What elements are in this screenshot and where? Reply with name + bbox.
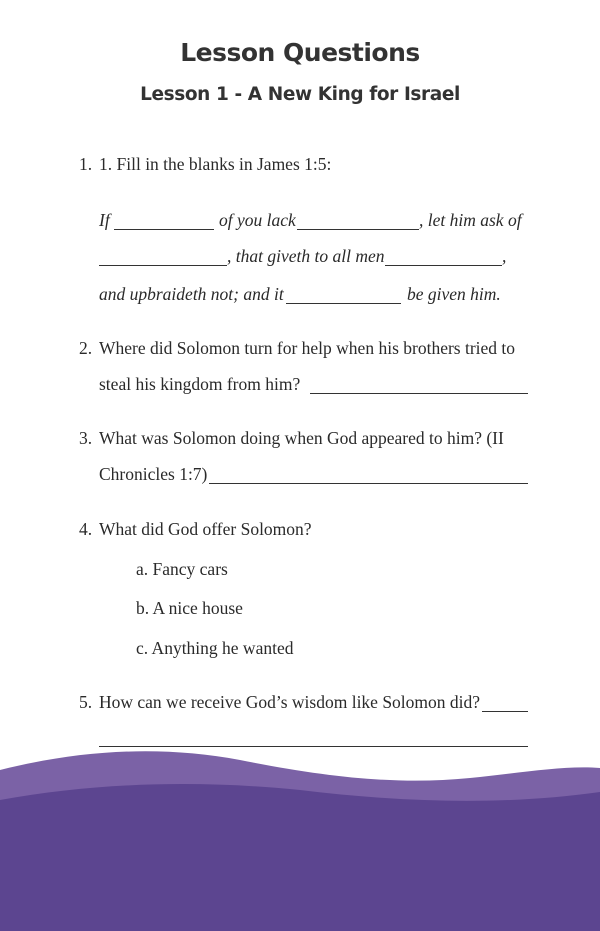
- page-subtitle: Lesson 1 - A New King for Israel: [140, 84, 460, 105]
- answer-option-b[interactable]: b. A nice house: [136, 598, 243, 618]
- answer-option-a[interactable]: a. Fancy cars: [136, 559, 228, 579]
- question-2-number: 2.: [79, 338, 93, 358]
- question-1-number: 1.: [79, 154, 93, 174]
- question-1-prompt: 1. Fill in the blanks in James 1:5:: [99, 154, 332, 174]
- fill-blank[interactable]: [114, 229, 214, 230]
- question-2-text-line2: steal his kingdom from him?: [99, 374, 301, 394]
- fill-blank[interactable]: [99, 265, 227, 266]
- fill-blank[interactable]: [297, 229, 419, 230]
- question-3-number: 3.: [79, 428, 93, 448]
- verse-text-be-given-him: be given him.: [407, 284, 501, 304]
- answer-blank[interactable]: [482, 711, 528, 712]
- verse-text-and-upbraideth: and upbraideth not; and it: [99, 284, 284, 304]
- verse-text-that-giveth: , that giveth to all men: [227, 246, 385, 266]
- verse-text-of-you-lack: of you lack: [219, 210, 296, 230]
- question-5-number: 5.: [79, 692, 93, 712]
- question-3-text-line1: What was Solomon doing when God appeared to him? (II: [99, 428, 504, 448]
- answer-blank[interactable]: [209, 483, 528, 484]
- answer-option-c[interactable]: c. Anything he wanted: [136, 638, 294, 658]
- footer-wave-front: [0, 784, 600, 931]
- fill-blank[interactable]: [385, 265, 502, 266]
- question-2-text-line1: Where did Solomon turn for help when his brothers tried to: [99, 338, 516, 358]
- page-title: Lesson Questions: [180, 38, 420, 67]
- footer-wave-decoration: [0, 740, 600, 931]
- question-4-prompt: What did God offer Solomon?: [99, 519, 312, 539]
- verse-text-comma: ,: [502, 246, 507, 266]
- verse-text-let-him-ask-of: , let him ask of: [419, 210, 522, 230]
- question-3-text-line2: Chronicles 1:7): [99, 464, 208, 484]
- answer-blank[interactable]: [310, 393, 528, 394]
- question-5-prompt: How can we receive God’s wisdom like Solomon did?: [99, 692, 481, 712]
- verse-text-if: If: [99, 210, 110, 230]
- question-4-number: 4.: [79, 519, 93, 539]
- fill-blank[interactable]: [286, 303, 401, 304]
